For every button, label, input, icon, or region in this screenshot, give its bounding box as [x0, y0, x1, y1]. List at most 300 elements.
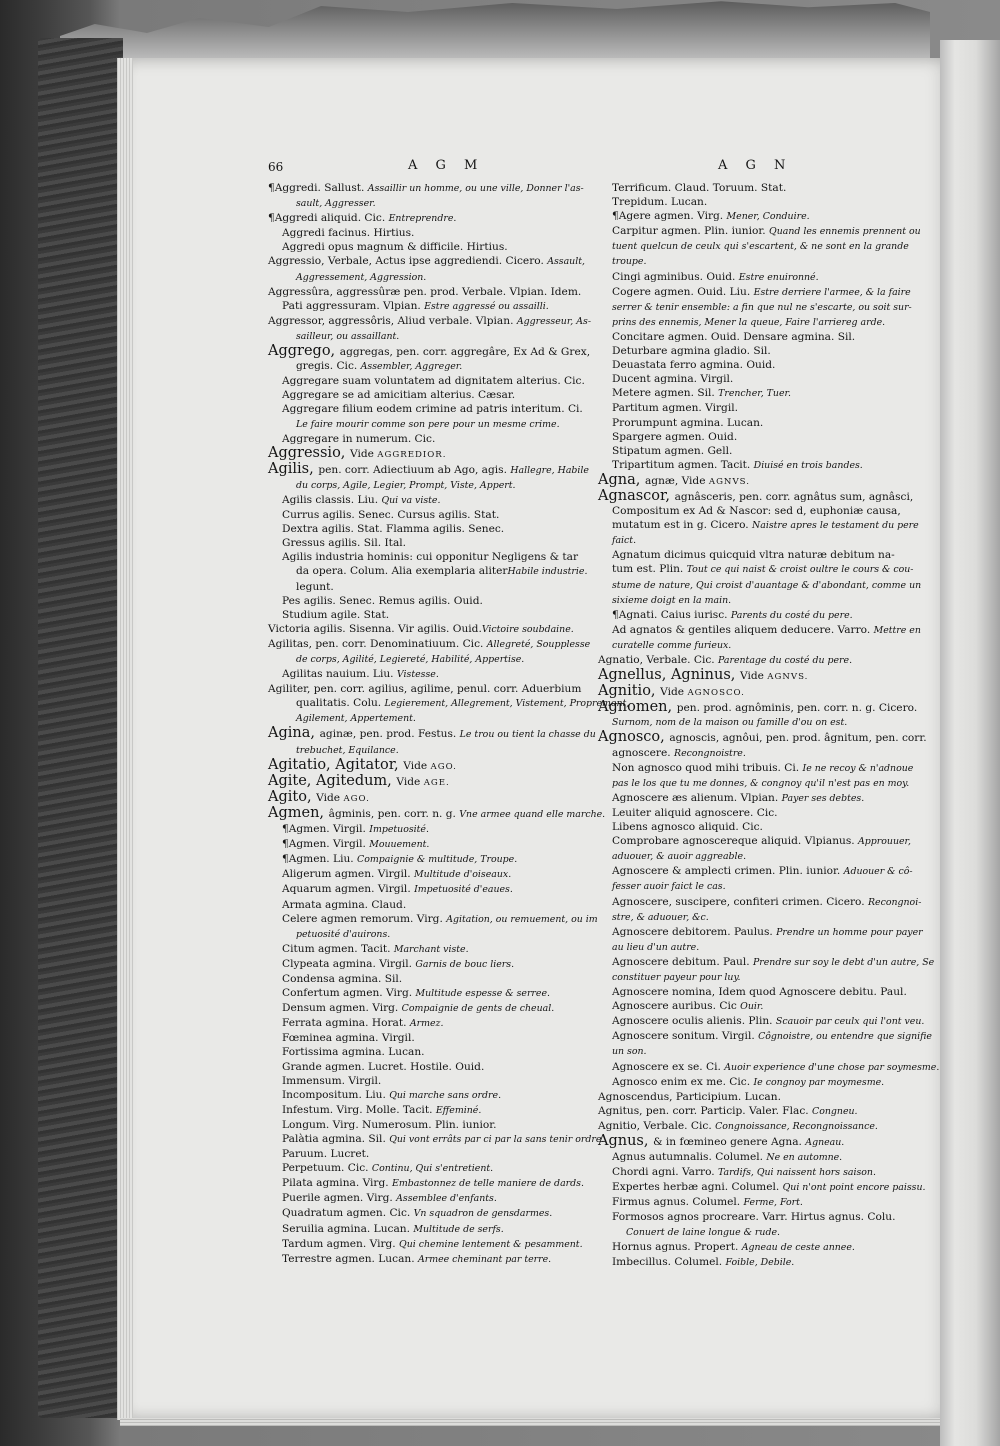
dictionary-line [598, 776, 910, 791]
headword: Studium agile. Stat. [282, 608, 390, 621]
dictionary-line [598, 1044, 910, 1059]
dictionary-line [268, 986, 588, 1001]
headword: Agnatum dicimus quicquid vltra naturæ debitum na- [612, 549, 895, 562]
headword: Condensa agmina. Sil. [282, 972, 403, 985]
french-gloss: Aggressement, Aggression. [296, 271, 427, 283]
definition-text: pen. corr. Adiectiuum ab Ago, agis. [318, 463, 511, 476]
french-gloss: petuosité d'auirons. [296, 928, 391, 940]
french-gloss: Agitation, ou remuement, ou im [446, 913, 598, 925]
dictionary-line [268, 1118, 588, 1132]
dictionary-line [598, 1119, 910, 1134]
dictionary-line [598, 562, 914, 577]
headword: Agmen, [268, 804, 329, 821]
dictionary-line [598, 401, 910, 415]
dictionary-line [268, 898, 588, 912]
french-gloss: Mener, Conduire. [726, 211, 810, 223]
dictionary-line [268, 725, 596, 742]
french-gloss: Mouuement. [369, 839, 430, 851]
dictionary-line [268, 493, 588, 508]
headword: qualitatis. Colu. [296, 697, 385, 710]
dictionary-line [268, 478, 588, 493]
headword: Aligerum agmen. Virgil. [282, 868, 414, 881]
headword: Compositum ex Ad & Nascor: sed d, euphoniæ causa, [612, 505, 901, 518]
dictionary-line [598, 791, 910, 806]
french-gloss: Aggresseur, As- [516, 315, 591, 327]
dictionary-line [268, 1031, 588, 1045]
dictionary-line [268, 446, 588, 462]
headword: Agnoscere ex se. Ci. [612, 1060, 725, 1073]
dictionary-line [268, 1176, 588, 1191]
french-gloss: Estre aggressé ou assailli. [424, 300, 549, 312]
dictionary-line [268, 508, 588, 522]
dictionary-line [598, 358, 910, 372]
french-gloss: Assaillir un homme, ou une ville, Donner l'as- [367, 183, 584, 194]
french-gloss: Congnoissance, Recongnoissance. [715, 1120, 878, 1132]
headword: Concitare agmen. Ouid. Densare agmina. Sil. [612, 330, 856, 343]
dictionary-line [268, 774, 588, 790]
french-gloss: Ne en automne. [766, 1152, 843, 1164]
dictionary-line [598, 1240, 910, 1255]
dictionary-line [268, 343, 591, 360]
french-gloss: Prendre sur soy le debt d'un autre, Se [752, 956, 935, 968]
french-gloss: Diuisé en trois bandes. [753, 459, 863, 471]
french-gloss: Estre derriere l'armee, & la faire [753, 286, 911, 298]
headword: Agnoscere æs alienum. Vlpian. [612, 791, 782, 804]
dictionary-line [268, 1074, 588, 1088]
cross-reference: AGNVS. [708, 476, 750, 487]
headword: Chordi agni. Varro. [612, 1166, 718, 1179]
definition-text: Verbale. Cic. [646, 654, 719, 666]
definition-text: & in fœmineo genere Agna. [653, 1136, 806, 1148]
french-gloss: pas le los que tu me donnes, & congnoy qu'il n'est pas en moy. [612, 777, 910, 789]
headword: Gressus agilis. Sil. Ital. [282, 537, 407, 550]
dictionary-line [268, 822, 588, 837]
french-gloss: Trencher, Tuer. [718, 388, 791, 400]
french-gloss: troupe. [612, 256, 647, 268]
headword: Aggrego, [268, 343, 340, 360]
cross-reference: AGO. [430, 761, 457, 772]
french-gloss: aduouer, & auoir aggreable. [612, 851, 747, 863]
headword: Fortissima agmina. Lucan. [282, 1046, 425, 1059]
french-gloss: Surnom, nom de la maison ou famille d'ou on est. [612, 717, 848, 729]
dictionary-line [598, 806, 910, 820]
dictionary-line [598, 593, 910, 608]
headword: Agnitus, pen. corr. Particip. Valer. Flac. [598, 1104, 813, 1117]
headword: gregis. Cic. [296, 360, 361, 373]
headword: Prorumpunt agmina. Lucan. [612, 416, 764, 429]
headword: Aggressûra, aggressûræ pen. prod. Verbale. Vlpian. Idem. [268, 285, 582, 298]
headword: Agilis industria hominis: cui opponitur Negligens & tar [282, 551, 579, 564]
french-gloss: sailleur, ou assaillant. [296, 330, 400, 342]
definition-text: pen. prod. agnôminis, pen. corr. n. g. Cicero. [676, 702, 918, 715]
right-column [598, 181, 940, 1270]
dictionary-line [598, 578, 922, 593]
dictionary-line [598, 458, 910, 473]
dictionary-line [268, 608, 588, 622]
dictionary-line [598, 504, 910, 518]
dictionary-line [268, 1001, 588, 1016]
french-gloss: Effeminé. [435, 1104, 482, 1116]
dictionary-line [598, 985, 910, 999]
french-gloss: Hallegre, Habile [510, 464, 589, 476]
dictionary-line [598, 761, 914, 776]
dictionary-line [268, 1132, 605, 1147]
headword: Aggregare suam voluntatem ad dignitatem alterius. Cic. [282, 375, 585, 388]
headword: legunt. [296, 580, 334, 593]
french-gloss: Le trou ou tient la chasse du [459, 729, 596, 741]
french-gloss: Embastonnez de telle maniere de dards. [392, 1178, 584, 1190]
dictionary-line [598, 300, 910, 315]
headword: Agnoscere nomina, Idem quod Agnoscere debitu. Paul. [612, 986, 907, 999]
headword: Deturbare agmina gladio. Sil. [612, 345, 771, 358]
headword: Agnoscere oculis alienis. Plin. [612, 1015, 776, 1028]
french-gloss: Aduouer & cô- [843, 866, 913, 878]
dictionary-line [598, 430, 910, 444]
headword: Aggressor, aggressôris, Aliud verbale. Vlpian. [268, 314, 517, 327]
dictionary-line [598, 315, 910, 330]
definition-text: Alia exemplaria aliter [391, 565, 508, 578]
french-gloss: Scauoir par ceulx qui l'ont veu. [775, 1016, 925, 1028]
dictionary-line [268, 696, 630, 711]
headword: Aggredi opus magnum & difficile. Hirtius. [282, 241, 508, 254]
dictionary-line [598, 1225, 910, 1240]
french-gloss: Habile industrie. [507, 566, 588, 578]
dictionary-line [268, 240, 588, 254]
french-gloss: Mettre en [873, 624, 921, 636]
headword: Celere agmen remorum. Virg. [282, 912, 447, 925]
headword: Aggregare in numerum. Cic. [282, 432, 436, 445]
headword: ¶Aggredi. Sallust. [268, 182, 368, 194]
dictionary-line [268, 1191, 588, 1206]
dictionary-line [268, 417, 588, 432]
dictionary-line [268, 1252, 588, 1267]
headword: Metere agmen. Sil. [612, 387, 719, 400]
dictionary-line [598, 925, 923, 940]
headword: Palàtia agmina. Sil. [282, 1133, 390, 1145]
dictionary-line [268, 927, 588, 942]
dictionary-line [598, 372, 910, 386]
headword: ¶Agere agmen. Virg. [612, 210, 727, 223]
headword: Infestum. Virg. Molle. Tacit. [282, 1103, 436, 1116]
dictionary-line [598, 1104, 910, 1119]
headword: da opera. Colum. [296, 565, 392, 578]
french-gloss: curatelle comme furieux. [612, 639, 732, 651]
headword: ¶Agnati. Caius iurisc. [612, 608, 731, 621]
headword: Agnoscere debitorem. Paulus. [612, 925, 777, 938]
definition-text: agnâsceris, pen. corr. agnâtus sum, agnâsci, [674, 490, 914, 503]
headword: Tardum agmen. Virg. [282, 1237, 400, 1250]
headword: Grande agmen. Lucret. Hostile. Ouid. [282, 1060, 485, 1073]
headword: Agnus, [598, 1133, 654, 1149]
french-gloss: Impetuosité d'eaues. [414, 884, 513, 896]
dictionary-line [268, 462, 588, 478]
book-gutter [940, 40, 1000, 1446]
dictionary-line [598, 834, 910, 849]
french-gloss: Marchant viste. [393, 943, 469, 955]
dictionary-line [598, 487, 914, 504]
dictionary-line [268, 359, 588, 374]
headword: Armata agmina. Claud. [282, 898, 407, 911]
definition-text: âgminis, pen. corr. n. g. [328, 807, 460, 820]
dictionary-line [598, 1090, 910, 1104]
headword: Aggressio, Verbale, Actus ipse aggrediendi. Cicero. [268, 255, 548, 268]
dictionary-line [268, 1045, 588, 1059]
book-cover-board [38, 38, 123, 1418]
french-gloss: Ie ne recoy & n'adnoue [802, 762, 914, 774]
running-head-left: A G M [408, 158, 485, 173]
dictionary-line [598, 548, 910, 562]
dictionary-line [598, 270, 910, 285]
headword: Agnatio, [598, 654, 647, 666]
french-gloss: de corps, Agilité, Legiereté, Habilité, Appertise. [296, 654, 525, 665]
french-gloss: Qui va viste. [381, 494, 441, 506]
headword: Ad agnatos & gentiles aliquem deducere. Varro. [612, 623, 874, 636]
headword: Trepidum. Lucan. [612, 196, 708, 209]
french-gloss: Garnis de bouc liers. [415, 958, 515, 970]
dictionary-line [598, 344, 910, 358]
dictionary-line [268, 972, 588, 986]
headword: Aggregare filium eodem crimine ad patris interitum. Ci. [282, 403, 583, 416]
french-gloss: Agneau. [805, 1137, 845, 1148]
definition-text: Vide [740, 670, 768, 683]
headword: Fœminea agmina. Virgil. [282, 1032, 415, 1045]
headword: Seruilia agmina. Lucan. [282, 1222, 414, 1235]
headword: Dextra agilis. Stat. Flamma agilis. Senec. [282, 523, 505, 536]
headword: Confertum agmen. Virg. [282, 987, 416, 1000]
definition-text: Vide [350, 447, 378, 460]
headword: Currus agilis. Senec. Cursus agilis. Stat. [282, 509, 500, 522]
headword: Quadratum agmen. Cic. [282, 1207, 414, 1220]
headword: Cogere agmen. Ouid. Liu. [612, 285, 754, 298]
dictionary-line [598, 684, 910, 700]
french-gloss: prins des ennemis, Mener la queue, Faire l'arriereg arde. [612, 316, 886, 328]
dictionary-line [268, 1016, 588, 1031]
definition-text: Vide [316, 791, 344, 804]
headword: Agilis, [268, 460, 319, 477]
headword: Expertes herbæ agni. Columel. [612, 1181, 783, 1194]
french-gloss: Vne armee quand elle marche. [459, 808, 606, 820]
page-fore-edges [117, 58, 133, 1420]
french-gloss: Compaignie & multitude, Troupe. [357, 854, 518, 866]
headword: Agnoscere, suscipere, confiteri crimen. Cicero. [612, 895, 868, 908]
dictionary-line [598, 715, 910, 730]
headword: Comprobare agnoscereque aliquid. Vlpianus. [612, 835, 859, 848]
dictionary-line [598, 209, 910, 224]
dictionary-line [268, 1222, 588, 1237]
french-gloss: serrer & tenir ensemble: a fin que nul ne s'escarte, ou soit sur- [612, 301, 912, 313]
headword: Agilitas nauium. Liu. [282, 668, 397, 681]
headword: mutatum est in g. Cicero. [612, 519, 753, 532]
dictionary-line [598, 668, 910, 684]
dictionary-line [268, 432, 588, 446]
running-head-right: A G N [718, 158, 793, 173]
french-gloss: Congneu. [812, 1105, 858, 1117]
french-gloss: Allegreté, Soupplesse [486, 638, 591, 650]
headword: Agnitio, Verbale. Cic. [598, 1119, 716, 1132]
headword: Cingi agminibus. Ouid. [612, 270, 739, 283]
dictionary-line [598, 1134, 910, 1150]
french-gloss: Continu, Qui s'entretient. [371, 1163, 494, 1175]
french-gloss: faict. [612, 535, 637, 547]
headword: agnoscere. [612, 746, 675, 759]
french-gloss: Assault, [547, 256, 585, 268]
headword: Agilis classis. Liu. [282, 493, 382, 506]
french-gloss: Victoire soubdaine. [481, 623, 574, 635]
headword: Terrificum. Claud. Toruum. Stat. [612, 182, 787, 194]
dictionary-line [268, 522, 588, 536]
french-gloss: Multitude espesse & serree. [415, 988, 550, 1000]
french-gloss: Agneau de ceste annee. [741, 1241, 855, 1253]
dictionary-line [598, 608, 910, 623]
dictionary-line [268, 388, 588, 402]
french-gloss: Ouir. [740, 1001, 764, 1013]
dictionary-line [268, 1147, 588, 1161]
dictionary-line [598, 444, 910, 458]
dictionary-line [268, 1060, 588, 1074]
dictionary-line [598, 1060, 940, 1075]
french-gloss: Armee cheminant par terre. [417, 1253, 552, 1265]
dictionary-line [598, 940, 910, 955]
dictionary-line [268, 329, 588, 344]
dictionary-line [598, 955, 935, 970]
french-gloss: Recongnoistre. [674, 747, 746, 759]
french-gloss: Parents du costé du pere. [730, 609, 853, 621]
dictionary-line [598, 849, 910, 864]
dictionary-line [598, 623, 921, 638]
dictionary-line [598, 653, 910, 668]
headword: Ducent agmina. Virgil. [612, 373, 734, 386]
dictionary-line [268, 622, 588, 637]
dictionary-line [598, 386, 910, 401]
french-gloss: Ferme, Fort. [743, 1197, 803, 1209]
headword: Aquarum agmen. Virgil. [282, 883, 415, 896]
cross-reference: AGNOSCO. [687, 688, 745, 699]
headword: Agnoscere debitum. Paul. [612, 955, 753, 968]
headword: Partitum agmen. Virgil. [612, 402, 738, 415]
headword: Agilitas, [268, 637, 316, 650]
headword: Incompositum. Liu. [282, 1088, 390, 1101]
cross-reference: AGE. [423, 777, 450, 788]
page-number: 66 [268, 160, 284, 174]
dictionary-line [268, 550, 588, 564]
dictionary-line [598, 1165, 910, 1180]
definition-text: Vide [660, 686, 688, 699]
dictionary-line [268, 682, 588, 696]
french-gloss: sault, Aggresser. [296, 198, 376, 210]
dictionary-line [598, 473, 910, 489]
dictionary-line [598, 330, 910, 344]
french-gloss: Armez. [409, 1018, 444, 1030]
dictionary-line [598, 638, 910, 653]
dictionary-line [268, 254, 588, 269]
french-gloss: Côgnoistre, ou entendre que signifie [758, 1031, 932, 1043]
headword: Agnoscere & amplecti crimen. Plin. iunior. [612, 865, 844, 878]
dictionary-line [268, 374, 588, 388]
cross-reference: AGO. [343, 793, 370, 804]
dictionary-line [268, 957, 588, 972]
french-gloss: Ie congnoy par moymesme. [753, 1076, 885, 1088]
dictionary-line [268, 196, 588, 211]
dictionary-line [268, 852, 588, 867]
dictionary-line [268, 564, 588, 579]
dictionary-line [268, 402, 588, 416]
definition-text: aggregas, pen. corr. aggregâre, Ex Ad & Grex, [339, 346, 591, 359]
dictionary-line [598, 879, 910, 894]
headword: Pes agilis. Senec. Remus agilis. Ouid. [282, 594, 483, 607]
french-gloss: sixieme doigt en la main. [612, 594, 732, 606]
headword: Agnascor, [598, 487, 675, 504]
french-gloss: Foible, Debile. [725, 1256, 795, 1268]
french-gloss: Payer ses debtes. [781, 792, 865, 804]
french-gloss: Quand les ennemis prennent ou [769, 226, 921, 238]
dictionary-line [598, 1014, 925, 1029]
dictionary-line [268, 299, 588, 314]
dictionary-line [268, 867, 588, 882]
headword: Pilata agmina. Virg. [282, 1177, 392, 1190]
dictionary-line [598, 416, 910, 430]
dictionary-line [268, 942, 588, 957]
french-gloss: Parentage du costé du pere. [718, 655, 853, 666]
french-gloss: Multitude de serfs. [413, 1223, 504, 1235]
dictionary-line [268, 314, 591, 329]
dictionary-line [598, 195, 910, 209]
headword: Clypeata agmina. Virgil. [282, 957, 416, 970]
french-gloss: Vistesse. [396, 669, 439, 681]
french-gloss: Assembler, Aggreger. [360, 361, 463, 373]
dictionary-line [268, 181, 588, 196]
dictionary-line [268, 1088, 588, 1103]
dictionary-line [268, 1206, 588, 1221]
french-gloss: un son. [612, 1046, 647, 1058]
cross-reference: AGGREDIOR. [377, 449, 447, 460]
headword: Immensum. Virgil. [282, 1074, 382, 1087]
headword: ¶Agmen. Virgil. [282, 838, 370, 851]
dictionary-line [598, 254, 910, 269]
definition-text: Vide [403, 759, 431, 772]
headword: Ferrata agmina. Horat. [282, 1017, 410, 1030]
headword: Leuiter aliquid agnoscere. Cic. [612, 806, 778, 819]
headword: Paruum. Lucret. [282, 1148, 370, 1161]
dictionary-line [268, 804, 606, 822]
headword: Terrestre agmen. Lucan. [282, 1252, 418, 1265]
definition-text: pen. corr. agilius, agilime, penul. corr. Aduerbium [313, 683, 582, 696]
dictionary-line [268, 580, 588, 594]
french-gloss: Qui n'ont point encore paissu. [782, 1182, 926, 1194]
dictionary-line [268, 1103, 588, 1118]
dictionary-line [598, 1255, 910, 1270]
headword: Densum agmen. Virg. [282, 1002, 402, 1015]
headword: Aggregare se ad amicitiam alterius. Cæsar. [282, 389, 516, 402]
headword: Hornus agnus. Propert. [612, 1240, 742, 1253]
headword: Aggressio, [268, 444, 351, 461]
dictionary-line [268, 652, 588, 667]
dictionary-line [598, 820, 910, 834]
dictionary-line [268, 270, 588, 285]
french-gloss: tuent quelcun de ceulx qui s'escartent, & ne sont en la grande [612, 241, 909, 253]
headword: ¶Aggredi aliquid. Cic. [268, 212, 389, 225]
french-gloss: Entreprendre. [388, 213, 457, 225]
french-gloss: stume de nature, Qui croist d'auantage & d'abondant, comme un [612, 579, 922, 591]
french-gloss: constituer payeur pour luy. [612, 971, 741, 983]
definition-text: aginæ, pen. prod. Festus. [319, 728, 460, 741]
dictionary-line [268, 667, 588, 682]
headword: Pati aggressuram. Vlpian. [282, 299, 425, 312]
dictionary-line [268, 211, 588, 226]
dictionary-line [268, 743, 588, 758]
headword: Agina, [268, 725, 320, 742]
headword: Citum agmen. Tacit. [282, 942, 394, 955]
french-gloss: au lieu d'un autre. [612, 941, 700, 953]
